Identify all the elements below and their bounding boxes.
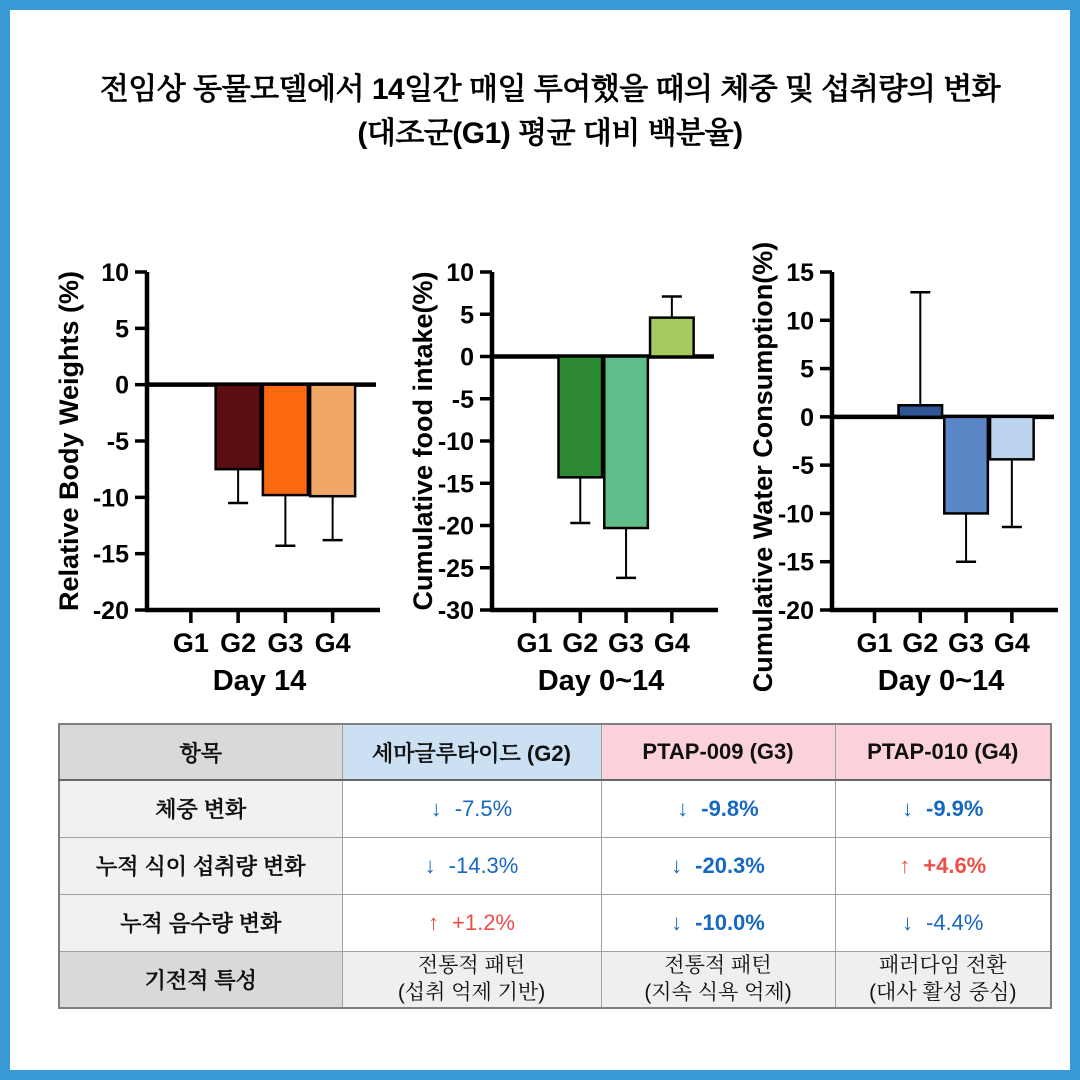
bar-g4	[990, 417, 1034, 459]
down-arrow-icon: ↓	[424, 852, 436, 878]
y-tick-label: 5	[460, 301, 474, 330]
category-label: G2	[562, 628, 599, 658]
down-arrow-icon: ↓	[671, 909, 683, 935]
table-row	[59, 780, 1051, 837]
y-tick-label: -20	[777, 597, 814, 625]
y-tick-label: -15	[777, 548, 814, 577]
down-arrow-icon: ↓	[430, 795, 442, 821]
bar-g4	[650, 318, 694, 357]
down-arrow-icon: ↓	[677, 795, 689, 821]
y-tick-label: 15	[786, 259, 814, 287]
bar-chart-svg	[52, 250, 385, 700]
category-label: G2	[220, 628, 257, 658]
category-label: G3	[608, 628, 645, 658]
down-arrow-icon: ↓	[902, 909, 913, 935]
trend-value: +1.2%	[452, 909, 515, 935]
table-row	[59, 837, 1051, 894]
bar-g3	[944, 417, 988, 514]
trend-value: -14.3%	[448, 852, 519, 878]
table-header-cell: 항목	[59, 724, 342, 780]
bar-g2	[558, 357, 602, 478]
x-axis-title: Day 0~14	[537, 665, 665, 697]
bar-chart-svg	[748, 241, 1060, 700]
category-label: G1	[516, 628, 553, 658]
category-label: G3	[948, 628, 985, 658]
category-label: G3	[267, 628, 304, 658]
y-tick-label: -15	[92, 540, 129, 569]
y-axis-title: Cumulative food intake(%)	[408, 271, 438, 611]
table-row	[59, 951, 1051, 1008]
trend-value: -9.9%	[926, 795, 984, 821]
table-value-cell	[835, 780, 1051, 837]
category-label: G4	[314, 628, 351, 658]
y-tick-label: 10	[786, 307, 814, 336]
table-header-row	[59, 724, 1051, 780]
mechanism-line2: (대사 활성 중심)	[869, 981, 1017, 1005]
y-tick-label: 0	[800, 403, 814, 432]
category-label: G4	[653, 628, 690, 658]
y-tick-label: 10	[446, 259, 474, 287]
chart-cumulative-food-intake	[408, 250, 720, 700]
comparison-table	[58, 723, 1052, 1009]
trend-value: -9.8%	[701, 795, 759, 821]
table-value-cell	[342, 894, 601, 951]
y-axis-title: Cumulative Water Consumption(%)	[748, 241, 778, 693]
y-tick-label: -20	[92, 597, 129, 625]
trend-value: -4.4%	[926, 909, 984, 935]
y-tick-label: -5	[791, 452, 814, 481]
chart-relative-body-weights	[52, 250, 385, 700]
figure-title-line1: 전임상 동물모델에서 14일간 매일 투여했을 때의 체중 및 섭취량의 변화	[99, 73, 1001, 106]
bar-chart-svg	[408, 250, 720, 700]
table-value-cell	[342, 780, 601, 837]
mechanism-line1: 패러다임 전환	[878, 954, 1007, 978]
trend-value: -10.0%	[695, 909, 765, 935]
category-label: G1	[172, 628, 209, 658]
category-label: G2	[902, 628, 939, 658]
charts-row	[10, 10, 1080, 710]
table-header-cell: PTAP-009 (G3)	[601, 724, 835, 780]
table-value-cell	[601, 837, 835, 894]
up-arrow-icon: ↑	[428, 909, 439, 935]
mechanism-cell	[342, 951, 601, 1008]
mechanism-line1: 전통적 패턴	[664, 954, 772, 978]
trend-value: -20.3%	[695, 852, 765, 878]
mechanism-line2: (섭취 억제 기반)	[397, 981, 546, 1005]
trend-value: +4.6%	[923, 852, 987, 878]
figure-title-line2: (대조군(G1) 평균 대비 백분율)	[357, 117, 743, 150]
table-row-label: 누적 식이 섭취량 변화	[59, 837, 342, 894]
y-tick-label: -10	[92, 484, 129, 513]
up-arrow-icon: ↑	[899, 852, 911, 878]
table-value-cell	[601, 894, 835, 951]
y-tick-label: 10	[101, 259, 129, 287]
y-axis-title: Relative Body Weights (%)	[54, 270, 84, 612]
table-row-label: 체중 변화	[59, 780, 342, 837]
table-value-cell	[601, 780, 835, 837]
mechanism-cell	[601, 951, 835, 1008]
mechanism-line1: 전통적 패턴	[417, 954, 526, 978]
y-tick-label: -5	[451, 385, 474, 414]
y-tick-label: -20	[437, 512, 474, 541]
bar-g2	[216, 385, 261, 470]
table-header-cell: 세마글루타이드 (G2)	[342, 724, 601, 780]
trend-value: -7.5%	[454, 795, 513, 821]
down-arrow-icon: ↓	[671, 852, 683, 878]
x-axis-title: Day 14	[212, 665, 307, 697]
mechanism-cell	[835, 951, 1051, 1008]
down-arrow-icon: ↓	[902, 795, 913, 821]
category-label: G1	[856, 628, 893, 658]
bar-g3	[263, 385, 308, 495]
chart-cumulative-water-consumption	[748, 241, 1060, 700]
y-tick-label: 5	[115, 315, 129, 344]
table-row	[59, 894, 1051, 951]
bar-g3	[604, 357, 648, 529]
y-tick-label: -5	[106, 428, 129, 456]
x-axis-title: Day 0~14	[877, 665, 1005, 697]
table-value-cell	[835, 894, 1051, 951]
y-tick-label: -10	[777, 500, 814, 529]
table-row-label: 기전적 특성	[59, 951, 342, 1008]
y-tick-label: -10	[437, 428, 474, 456]
category-label: G4	[993, 628, 1030, 658]
y-tick-label: -25	[437, 554, 474, 583]
y-tick-label: -30	[437, 597, 474, 625]
bar-g4	[310, 385, 355, 497]
table-row-label: 누적 음수량 변화	[59, 894, 342, 951]
bar-g2	[898, 405, 942, 417]
table-header-cell: PTAP-010 (G4)	[835, 724, 1051, 780]
y-tick-label: 5	[800, 355, 814, 384]
y-tick-label: 0	[460, 343, 474, 372]
y-tick-label: 0	[115, 371, 129, 400]
table-value-cell	[342, 837, 601, 894]
table-value-cell	[835, 837, 1051, 894]
mechanism-line2: (지속 식욕 억제)	[644, 981, 792, 1005]
y-tick-label: -15	[437, 470, 474, 499]
